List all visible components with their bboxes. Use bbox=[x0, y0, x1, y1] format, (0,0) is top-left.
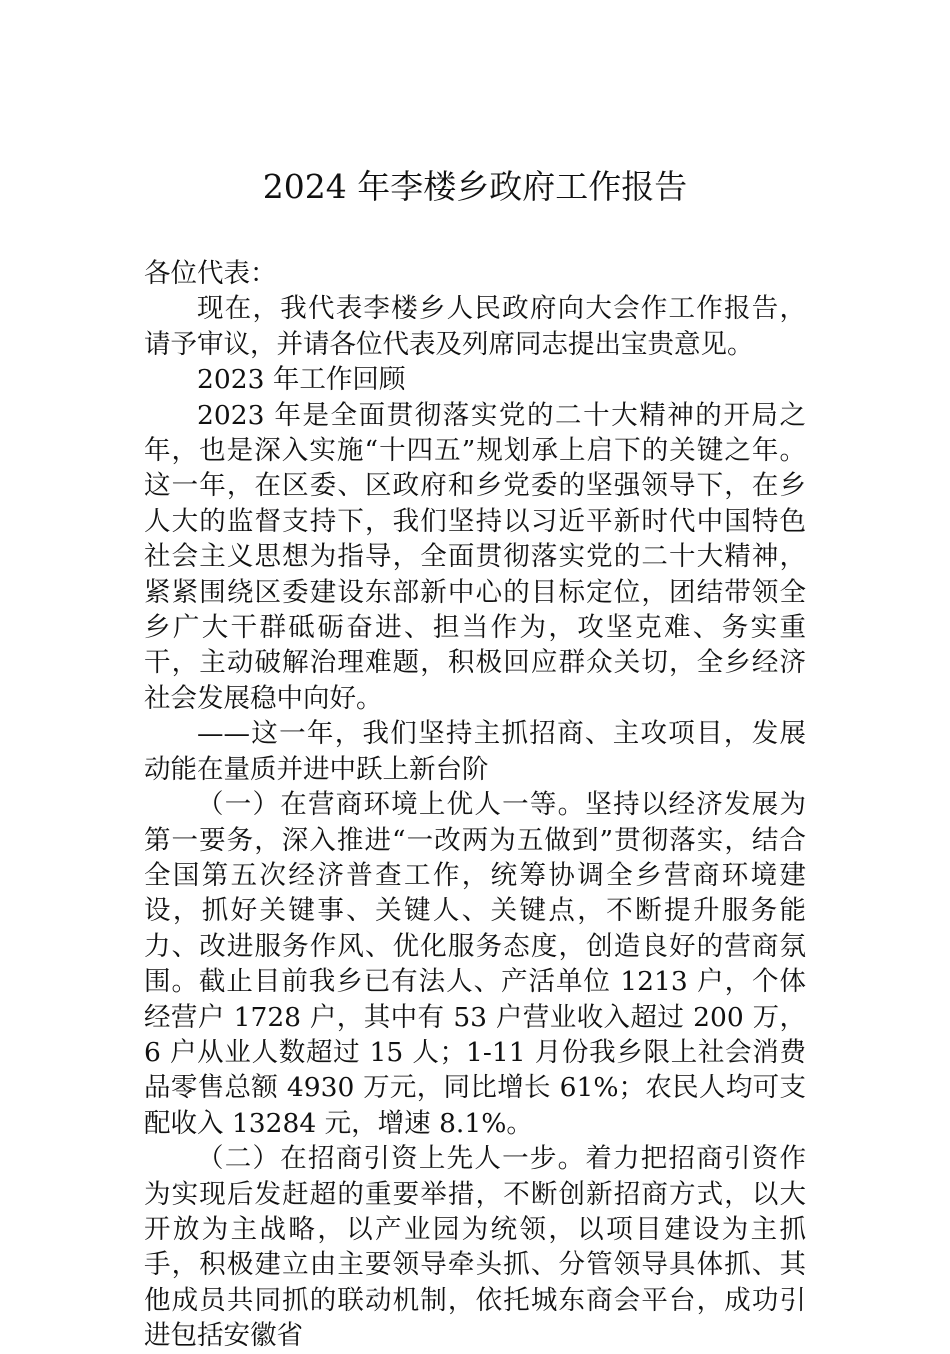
business-environment-paragraph: （一）在营商环境上优人一等。坚持以经济发展为第一要务，深入推进“一改两为五做到”贯彻落实，结合全国第五次经济普查工作，统筹协调全乡营商环境建设，抓好关键事、关键人、关键点，不断提升服务能力、改进服务作风、优化服务态度，创造良好的营商氛围。截止目前我乡已有法人、产活单位 1213 户，个体经营户 1728 户，其中有 53 户营业收入超过 200 万，6 户从业人数超过 15 人；1-11 月份我乡限上社会消费品零售总额 4930 万元，同比增长 61%；农民人均可支配收入 13284 元，增速 8.1%。 bbox=[144, 789, 806, 1139]
section-heading: 2023 年工作回顾 bbox=[197, 364, 406, 396]
document-title: 2024 年李楼乡政府工作报告 bbox=[262, 167, 688, 206]
review-paragraph: 2023 年是全面贯彻落实党的二十大精神的开局之年，也是深入实施“十四五”规划承上启下的关键之年。这一年，在区委、区政府和乡党委的坚强领导下，在乡人大的监督支持下，我们坚持以习近平新时代中国特色社会主义思想为指导，全面贯彻落实党的二十大精神，紧紧围绕区委建设东部新中心的目标定位，团结带领全乡广大干群砥砺奋进、担当作为，攻坚克难、务实重干，主动破解治理难题，积极回应群众关切，全乡经济社会发展稳中向好。 bbox=[144, 399, 806, 714]
document-body bbox=[144, 256, 806, 1354]
subheading-paragraph: ——这一年，我们坚持主抓招商、主攻项目，发展动能在量质并进中跃上新台阶 bbox=[144, 718, 806, 785]
investment-paragraph: （二）在招商引资上先人一步。着力把招商引资作为实现后发赶超的重要举措，不断创新招商方式，以大开放为主战略，以产业园为统领，以项目建设为主抓手，积极建立由主要领导牵头抓、分管领导具体抓、其他成员共同抓的联动机制，依托城东商会平台，成功引进包括安徽省 bbox=[144, 1143, 806, 1352]
intro-paragraph: 现在，我代表李楼乡人民政府向大会作工作报告，请予审议，并请各位代表及列席同志提出宝贵意见。 bbox=[144, 293, 806, 360]
salutation: 各位代表： bbox=[144, 258, 277, 289]
